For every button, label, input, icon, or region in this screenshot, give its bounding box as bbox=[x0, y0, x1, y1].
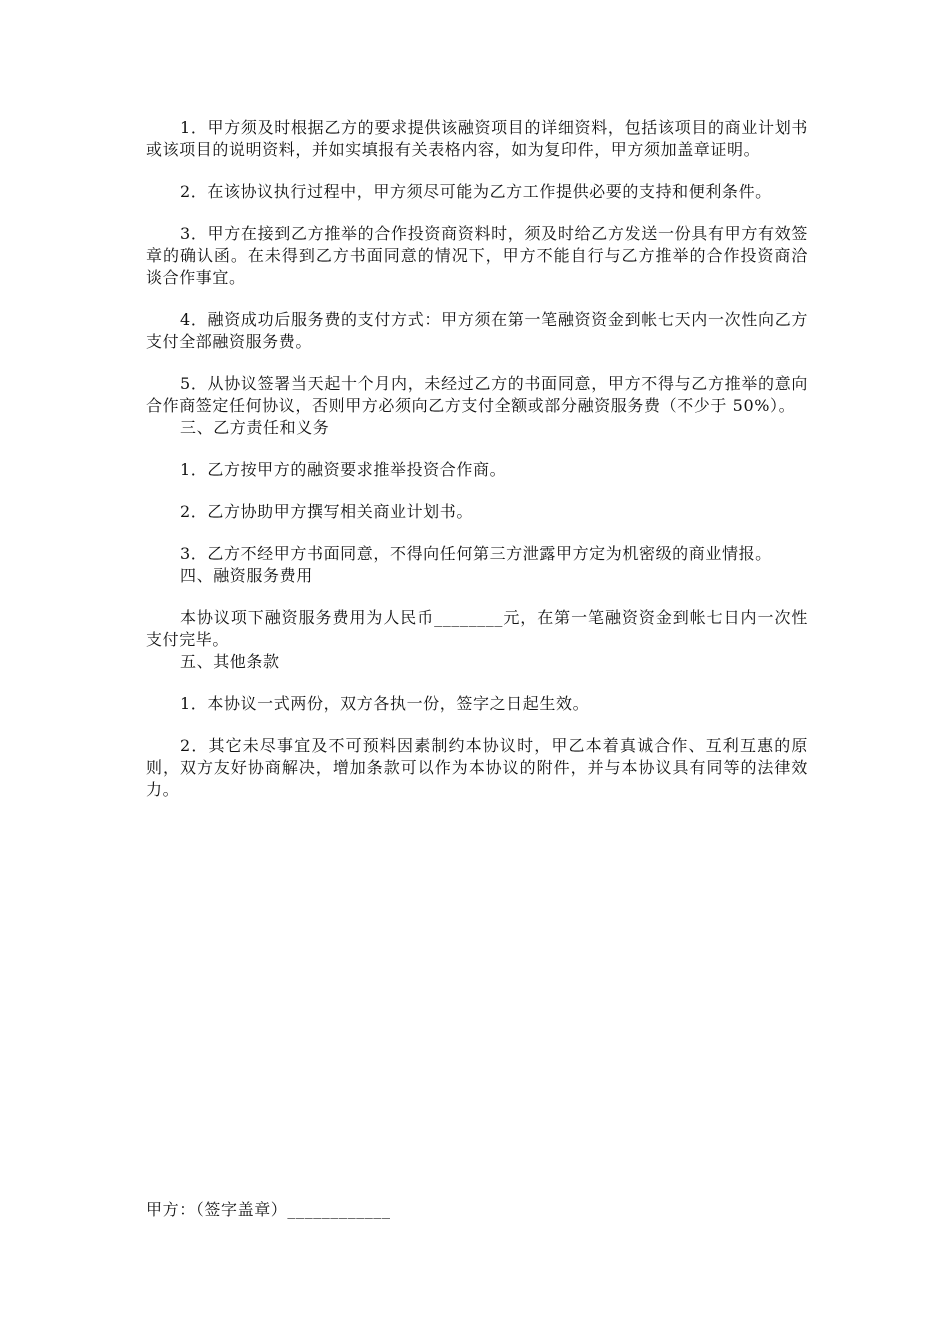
party-b-clause-2: 2．乙方协助甲方撰写相关商业计划书。 bbox=[180, 502, 473, 521]
party-a-clause-5: 5．从协议签署当天起十个月内，未经过乙方的书面同意，甲方不得与乙方推举的意向合作商签定任何协议，否则甲方必须向乙方支付全额或部分融资服务费（不少于 50%）。 bbox=[146, 374, 808, 415]
other-terms-clause-1: 1．本协议一式两份，双方各执一份，签字之日起生效。 bbox=[180, 694, 590, 713]
section-heading-other-terms: 五、其他条款 bbox=[180, 652, 280, 671]
section-heading-party-b: 三、乙方责任和义务 bbox=[180, 418, 330, 437]
other-terms-clause-2: 2．其它未尽事宜及不可预料因素制约本协议时，甲乙本着真诚合作、互利互惠的原则，双方友好协商解决，增加条款可以作为本协议的附件，并与本协议具有同等的法律效力。 bbox=[146, 736, 808, 799]
party-b-clause-1: 1．乙方按甲方的融资要求推举投资合作商。 bbox=[180, 460, 507, 479]
party-b-clause-3: 3．乙方不经甲方书面同意，不得向任何第三方泄露甲方定为机密级的商业情报。 bbox=[180, 544, 772, 563]
document-body bbox=[146, 117, 808, 801]
party-a-clause-3: 3．甲方在接到乙方推举的合作投资商资料时，须及时给乙方发送一份具有甲方有效签章的确认函。在未得到乙方书面同意的情况下，甲方不能自行与乙方推举的合作投资商洽谈合作事宜。 bbox=[146, 224, 808, 287]
service-fee-clause: 本协议项下融资服务费用为人民币________元，在第一笔融资资金到帐七日内一次性支付完毕。 bbox=[146, 608, 808, 649]
party-a-clause-2: 2．在该协议执行过程中，甲方须尽可能为乙方工作提供必要的支持和便利条件。 bbox=[180, 182, 772, 201]
party-a-clause-4: 4．融资成功后服务费的支付方式：甲方须在第一笔融资资金到帐七天内一次性向乙方支付全部融资服务费。 bbox=[146, 310, 808, 351]
party-a-clause-1: 1．甲方须及时根据乙方的要求提供该融资项目的详细资料，包括该项目的商业计划书或该项目的说明资料，并如实填报有关表格内容，如为复印件，甲方须加盖章证明。 bbox=[146, 118, 808, 159]
section-heading-service-fee: 四、融资服务费用 bbox=[180, 566, 313, 585]
party-a-signature-line: 甲方：（签字盖章）____________ bbox=[146, 1200, 391, 1219]
